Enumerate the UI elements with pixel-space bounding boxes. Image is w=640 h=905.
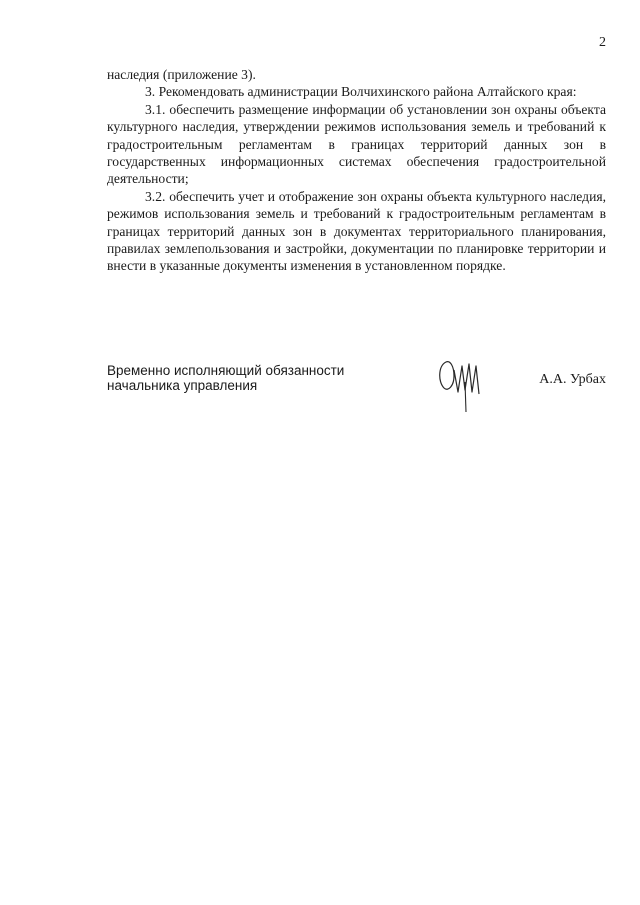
paragraph-item-3-2: 3.2. обеспечить учет и отображение зон охраны объекта культурного наследия, режимов использования земель и требований к градостроительным регламентам в границах территорий данных зон в документах территориального планирования, правилах землепользования и застройки, документации по планировке территории и внести в указанные документы изменения в установленном порядке. (107, 188, 606, 274)
paragraph-continuation: наследия (приложение 3). (107, 67, 256, 82)
signer-title (107, 364, 407, 393)
signature-block (107, 364, 606, 424)
signer-title-line-1: Временно исполняющий обязанности (107, 363, 345, 378)
document-body (107, 66, 606, 275)
page-number: 2 (599, 35, 606, 50)
signer-title-line-2: начальника управления (107, 377, 258, 393)
signer-name: А.А. Урбах (539, 372, 606, 387)
handwritten-signature (432, 352, 502, 414)
paragraph-item-3: 3. Рекомендовать администрации Волчихинского района Алтайского края: (145, 84, 577, 100)
paragraph-item-3-1: 3.1. обеспечить размещение информации об установлении зон охраны объекта культурного наследия, утверждении режимов использования земель и требований к градостроительным регламентам в границах территорий данных зон в государственных информационных системах обеспечения градостроительной деятельности; (107, 101, 606, 187)
